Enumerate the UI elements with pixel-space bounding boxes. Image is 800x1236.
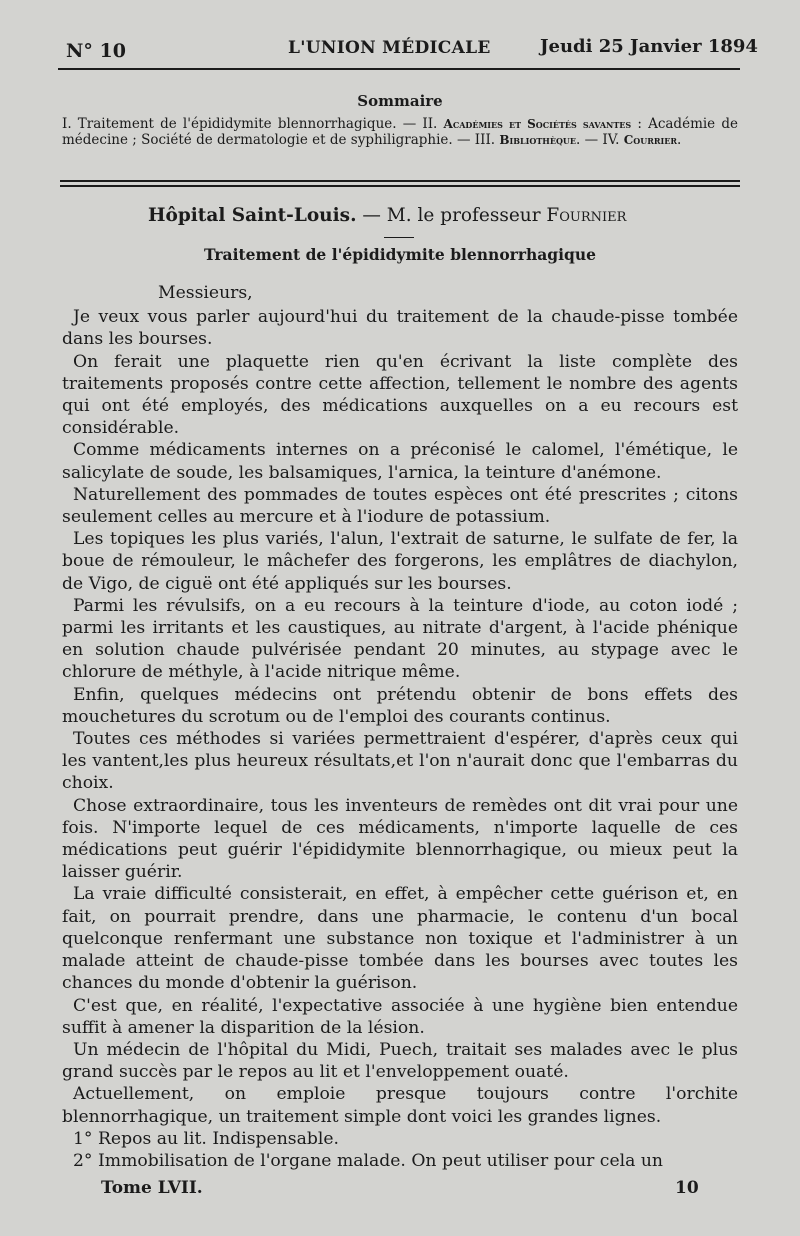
page-number: 10: [675, 1178, 699, 1198]
sommaire-item-i: I. Traitement de l'épididymite blennorrhagique. — II.: [62, 116, 444, 132]
paragraph: Actuellement, on emploie presque toujours contre l'orchite blennorrhagique, un traitement simple dont voici les grandes lignes.: [62, 1084, 738, 1127]
sommaire-item-iv-end: .: [676, 132, 682, 148]
sommaire-body: [62, 116, 738, 148]
sommaire-rule-1: [60, 180, 740, 182]
sommaire-title: Sommaire: [357, 92, 443, 110]
sommaire-item-iv: Courrier: [623, 133, 677, 147]
sommaire-item-ii: : Académie de médecine ; Société de dermatologie et de syphiligraphie. — III.: [62, 116, 738, 148]
salutation: Messieurs,: [158, 283, 253, 303]
issue-date: Jeudi 25 Janvier 1894: [540, 36, 758, 57]
professor-prefix: — M. le professeur: [356, 205, 547, 226]
header-rule: [58, 68, 740, 70]
paragraph: La vraie difficulté consisterait, en effet, à empêcher cette guérison et, en fait, on pourrait prendre, dans une pharmacie, le contenu d'un bocal quelconque renfermant une substance non toxique et l'administrer à un malade atteint de chaude-pisse tombée dans les bourses avec toutes les chances du monde d'obtenir la guérison.: [62, 884, 738, 994]
paragraph: Comme médicaments internes on a préconisé le calomel, l'émétique, le salicylate de soude, les balsamiques, l'arnica, la teinture d'anémone.: [62, 440, 738, 483]
issue-number: N° 10: [66, 40, 126, 62]
paragraph: C'est que, en réalité, l'expectative associée à une hygiène bien entendue suffit à amener la disparition de la lésion.: [62, 995, 738, 1038]
sommaire-item-ii-heading: Académies et Sociétés savantes: [443, 117, 632, 131]
professor-name: Fournier: [546, 205, 627, 226]
paragraph: Chose extraordinaire, tous les inventeurs de remèdes ont dit vrai pour une fois. N'importe lequel de ces médicaments, n'importe laquelle de ces médications peut guérir l'épididymite blennorrhagique, ou mieux peut la laisser guérir.: [62, 795, 738, 883]
paragraph: On ferait une plaquette rien qu'en écrivant la liste complète des traitements proposés contre cette affection, tellement le nombre des agents qui ont été employés, des médications auxquelles on a eu recours est considérable.: [62, 351, 738, 439]
heading-divider: [384, 237, 414, 238]
list-item: 1° Repos au lit. Indispensable.: [73, 1128, 339, 1149]
tome-label: Tome LVII.: [101, 1178, 203, 1198]
paragraph: Un médecin de l'hôpital du Midi, Puech, traitait ses malades avec le plus grand succès par le repos au lit et l'enveloppement ouaté.: [62, 1039, 738, 1083]
paragraph: Parmi les révulsifs, on a eu recours à la teinture d'iode, au coton iodé ; parmi les irritants et les caustiques, au nitrate d'argent, à l'acide phénique en solution chaude pulvérisée pendant 20 minutes, au stypage avec le chlorure de méthyle, à l'acide nitrique même.: [62, 595, 738, 683]
sommaire-rule-2: [60, 185, 740, 187]
hospital-name: Hôpital Saint-Louis.: [148, 205, 357, 226]
paragraph: Je veux vous parler aujourd'hui du traitement de la chaude-pisse tombée dans les bourses.: [62, 307, 738, 350]
article-body: [62, 282, 738, 1172]
sommaire-item-iv-prefix: . — IV.: [576, 132, 624, 148]
article-heading: [148, 205, 626, 226]
journal-title: L'UNION MÉDICALE: [288, 38, 491, 58]
sommaire-item-iii: Bibliothèque: [499, 133, 577, 147]
paragraph: Les topiques les plus variés, l'alun, l'extrait de saturne, le sulfate de fer, la boue de rémouleur, le mâchefer des forgerons, les emplâtres de diachylon, de Vigo, de ciguë ont été appliqués sur les bourses.: [62, 529, 738, 594]
paragraph: Naturellement des pommades de toutes espèces ont été prescrites ; citons seulement celles au mercure et à l'iodure de potassium.: [62, 484, 738, 528]
paragraph: Enfin, quelques médecins ont prétendu obtenir de bons effets des mouchetures du scrotum ou de l'emploi des courants continus.: [62, 684, 738, 727]
list-item: 2° Immobilisation de l'organe malade. On peut utiliser pour cela un: [73, 1150, 663, 1171]
article-subtitle: Traitement de l'épididymite blennorrhagique: [203, 245, 596, 264]
paragraph: Toutes ces méthodes si variées permettraient d'espérer, d'après ceux qui les vantent,les plus heureux résultats,et l'on n'aurait donc que l'embarras du choix.: [62, 729, 738, 794]
